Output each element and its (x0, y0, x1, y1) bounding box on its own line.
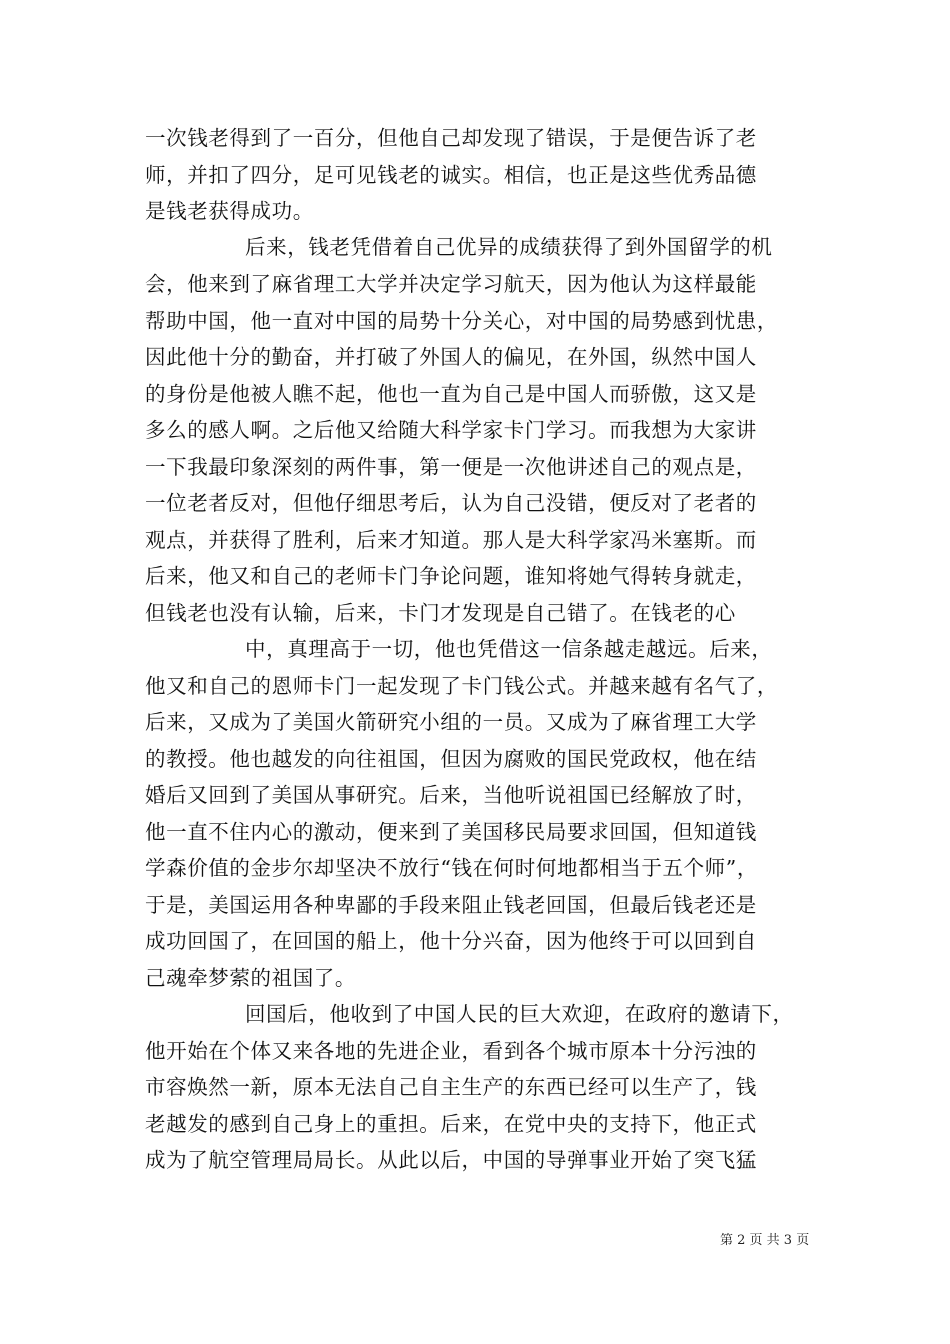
text-line: 成功回国了，在回国的船上，他十分兴奋，因为他终于可以回到自 (145, 929, 757, 953)
paragraph-start-line: 回国后，他收到了中国人民的巨大欢迎，在政府的邀请下， (245, 1002, 794, 1026)
text-line: 后来，他又和自己的老师卡门争论问题，谁知将她气得转身就走， (145, 564, 757, 588)
text-line: 成为了航空管理局局长。从此以后，中国的导弹事业开始了突飞猛 (145, 1148, 757, 1172)
text-line: 一下我最印象深刻的两件事，第一便是一次他讲述自己的观点是， (145, 455, 757, 479)
text-line: 师，并扣了四分，足可见钱老的诚实。相信，也正是这些优秀品德 (145, 163, 757, 187)
text-line: 会，他来到了麻省理工大学并决定学习航天，因为他认为这样最能 (145, 272, 757, 296)
text-line: 老越发的感到自己身上的重担。后来，在党中央的支持下，他正式 (145, 1112, 757, 1136)
text-line: 因此他十分的勤奋，并打破了外国人的偏见，在外国，纵然中国人 (145, 345, 757, 369)
text-line: 学森价值的金步尔却坚决不放行“钱在何时何地都相当于五个师”， (145, 856, 758, 880)
text-line: 一次钱老得到了一百分，但他自己却发现了错误，于是便告诉了老 (145, 126, 757, 150)
text-line: 于是，美国运用各种卑鄙的手段来阻止钱老回国，但最后钱老还是 (145, 893, 757, 917)
text-line: 己魂牵梦萦的祖国了。 (145, 966, 356, 990)
text-line: 的教授。他也越发的向往祖国，但因为腐败的国民党政权，他在结 (145, 747, 757, 771)
text-line: 一位老者反对，但他仔细思考后，认为自己没错，便反对了老者的 (145, 491, 757, 515)
text-line: 婚后又回到了美国从事研究。后来，当他听说祖国已经解放了时， (145, 783, 757, 807)
text-line: 他又和自己的恩师卡门一起发现了卡门钱公式。并越来越有名气了， (145, 674, 778, 698)
text-line: 观点，并获得了胜利，后来才知道。那人是大科学家冯米塞斯。而 (145, 528, 757, 552)
text-line: 多么的感人啊。之后他又给随大科学家卡门学习。而我想为大家讲 (145, 418, 757, 442)
text-line: 是钱老获得成功。 (145, 199, 314, 223)
text-line: 后来，又成为了美国火箭研究小组的一员。又成为了麻省理工大学 (145, 710, 757, 734)
page-number-footer: 第 2 页 共 3 页 (720, 1233, 810, 1248)
text-line: 但钱老也没有认输，后来，卡门才发现是自己错了。在钱老的心 (145, 601, 736, 625)
text-line: 他开始在个体又来各地的先进企业，看到各个城市原本十分污浊的 (145, 1039, 757, 1063)
text-line: 他一直不住内心的激动，便来到了美国移民局要求回国，但知道钱 (145, 820, 757, 844)
text-line: 的身份是他被人瞧不起，他也一直为自己是中国人而骄傲，这又是 (145, 382, 757, 406)
text-line: 市容焕然一新，原本无法自己自主生产的东西已经可以生产了，钱 (145, 1075, 757, 1099)
paragraph-start-line: 中，真理高于一切，他也凭借这一信条越走越远。后来， (245, 637, 773, 661)
text-line: 帮助中国，他一直对中国的局势十分关心，对中国的局势感到忧患， (145, 309, 778, 333)
paragraph-start-line: 后来，钱老凭借着自己优异的成绩获得了到外国留学的机 (245, 235, 773, 259)
